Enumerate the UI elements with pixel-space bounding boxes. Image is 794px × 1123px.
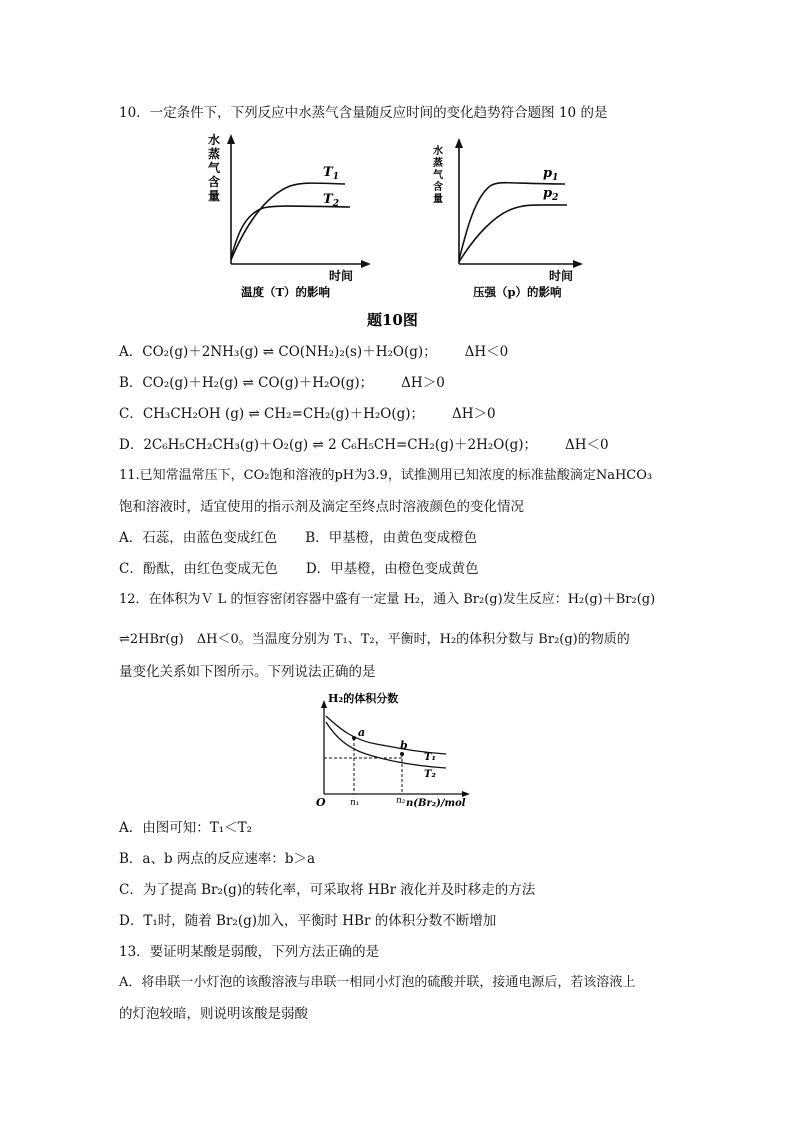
q12-option-a: A．由图可知：T₁＜T₂ bbox=[119, 820, 253, 836]
fig12-curve-t1-label: T₁ bbox=[424, 752, 436, 763]
right-panel bbox=[433, 138, 583, 299]
fig12-xlabel: n(Br₂)/mol bbox=[406, 798, 466, 809]
left-panel bbox=[208, 132, 371, 299]
q12-option-d: D．T₁时，随着 Br₂(g)加入，平衡时 HBr 的体积分数不断增加 bbox=[119, 913, 497, 929]
right-ylabel-0: 水 bbox=[433, 146, 443, 157]
right-curve-p2 bbox=[459, 205, 567, 262]
fig12-n1: n₁ bbox=[350, 798, 360, 808]
q12-line3: 量变化关系如下图所示。下列说法正确的是 bbox=[119, 664, 376, 680]
q12-option-c: C．为了提高 Br₂(g)的转化率，可采取将 HBr 液化并及时移走的方法 bbox=[119, 882, 536, 898]
left-ylabel-4: 量 bbox=[208, 189, 221, 203]
q13-stem: 13．要证明某酸是弱酸，下列方法正确的是 bbox=[119, 944, 380, 960]
fig12-n2: n₂ bbox=[396, 796, 406, 806]
right-ylabel-2: 气 bbox=[433, 170, 443, 181]
left-ylabel-2: 气 bbox=[208, 161, 221, 175]
fig12-ylabel: H₂的体积分数 bbox=[328, 692, 399, 705]
right-ylabel-1: 蒸 bbox=[433, 158, 443, 169]
fig12-curve-t1 bbox=[326, 716, 446, 754]
q11-option-a: A．石蕊，由蓝色变成红色 bbox=[119, 530, 278, 546]
q10-option-d: D．2C₆H₅CH₂CH₃(g)＋O₂(g) ⇌ 2 C₆H₅CH=CH₂(g)＋2H₂O(g)； ΔH＜0 bbox=[119, 437, 609, 453]
q11-option-d: D．甲基橙，由橙色变成黄色 bbox=[305, 561, 479, 577]
figure-10-title: 题10图 bbox=[367, 311, 418, 329]
q12-option-b: B．a、b 两点的反应速率：b＞a bbox=[119, 851, 316, 867]
left-xlabel: 时间 bbox=[329, 269, 354, 283]
left-caption: 温度（T）的影响 bbox=[241, 285, 331, 299]
q10-option-a: A．CO₂(g)＋2NH₃(g) ⇌ CO(NH₂)₂(s)＋H₂O(g)； ΔH＜0 bbox=[119, 344, 509, 360]
fig12-curve-t2-label: T₂ bbox=[424, 769, 436, 780]
right-xlabel: 时间 bbox=[549, 269, 574, 283]
left-ylabel-3: 含 bbox=[208, 175, 221, 189]
left-ylabel-0: 水 bbox=[208, 133, 221, 147]
right-curve-p2-label: $p_2$ bbox=[543, 186, 559, 203]
left-curve-t2 bbox=[231, 206, 350, 258]
q13-option-a-line2: 的灯泡较暗，则说明该酸是弱酸 bbox=[119, 1006, 308, 1022]
figure-10 bbox=[205, 128, 595, 333]
q11-option-b: B．甲基橙，由黄色变成橙色 bbox=[305, 530, 478, 546]
q11-option-c: C．酚酞，由红色变成无色 bbox=[119, 561, 278, 577]
q12-line1: 12．在体积为Ｖ L 的恒容密闭容器中盛有一定量 H₂，通入 Br₂(g)发生反应：H₂(g)＋Br₂(g) bbox=[119, 592, 656, 607]
fig12-origin: O bbox=[316, 796, 326, 809]
q11-line1: 11.已知常温常压下，CO₂饱和溶液的pH为3.9，试推测用已知浓度的标准盐酸滴定NaHCO₃ bbox=[119, 468, 653, 483]
figure-12 bbox=[306, 688, 486, 814]
left-ylabel-1: 蒸 bbox=[208, 147, 221, 161]
q10-stem: 10．一定条件下，下列反应中水蒸气含量随反应时间的变化趋势符合题图 10 的是 bbox=[119, 105, 608, 121]
q11-options-ab bbox=[119, 528, 477, 548]
q11-line2: 饱和溶液时，适宜使用的指示剂及滴定至终点时溶液颜色的变化情况 bbox=[119, 499, 524, 515]
q12-line2: ⇌2HBr(g) ΔH＜0。当温度分别为 T₁、T₂，平衡时，H₂的体积分数与 Br₂(g)的物质的 bbox=[119, 632, 630, 647]
q11-options-cd bbox=[119, 559, 479, 579]
right-curve-p1-label: $p_1$ bbox=[543, 166, 559, 183]
right-ylabel-4: 量 bbox=[433, 194, 443, 205]
fig12-point-a: a bbox=[358, 726, 366, 739]
left-curve-t2-label: $T_2$ bbox=[323, 192, 339, 209]
left-curve-t1-label: $T_1$ bbox=[323, 165, 339, 182]
right-ylabel-3: 含 bbox=[433, 182, 443, 193]
fig12-point-b: b bbox=[400, 739, 408, 752]
right-caption: 压强（p）的影响 bbox=[473, 285, 562, 299]
q10-option-c: C．CH₃CH₂OH (g) ⇌ CH₂=CH₂(g)＋H₂O(g)； ΔH＞0 bbox=[119, 406, 496, 422]
q13-option-a-line1: A．将串联一小灯泡的该酸溶液与串联一相同小灯泡的硫酸并联，接通电源后，若该溶液上 bbox=[119, 975, 636, 990]
q10-option-b: B．CO₂(g)＋H₂(g) ⇌ CO(g)＋H₂O(g)； ΔH＞0 bbox=[119, 375, 445, 391]
